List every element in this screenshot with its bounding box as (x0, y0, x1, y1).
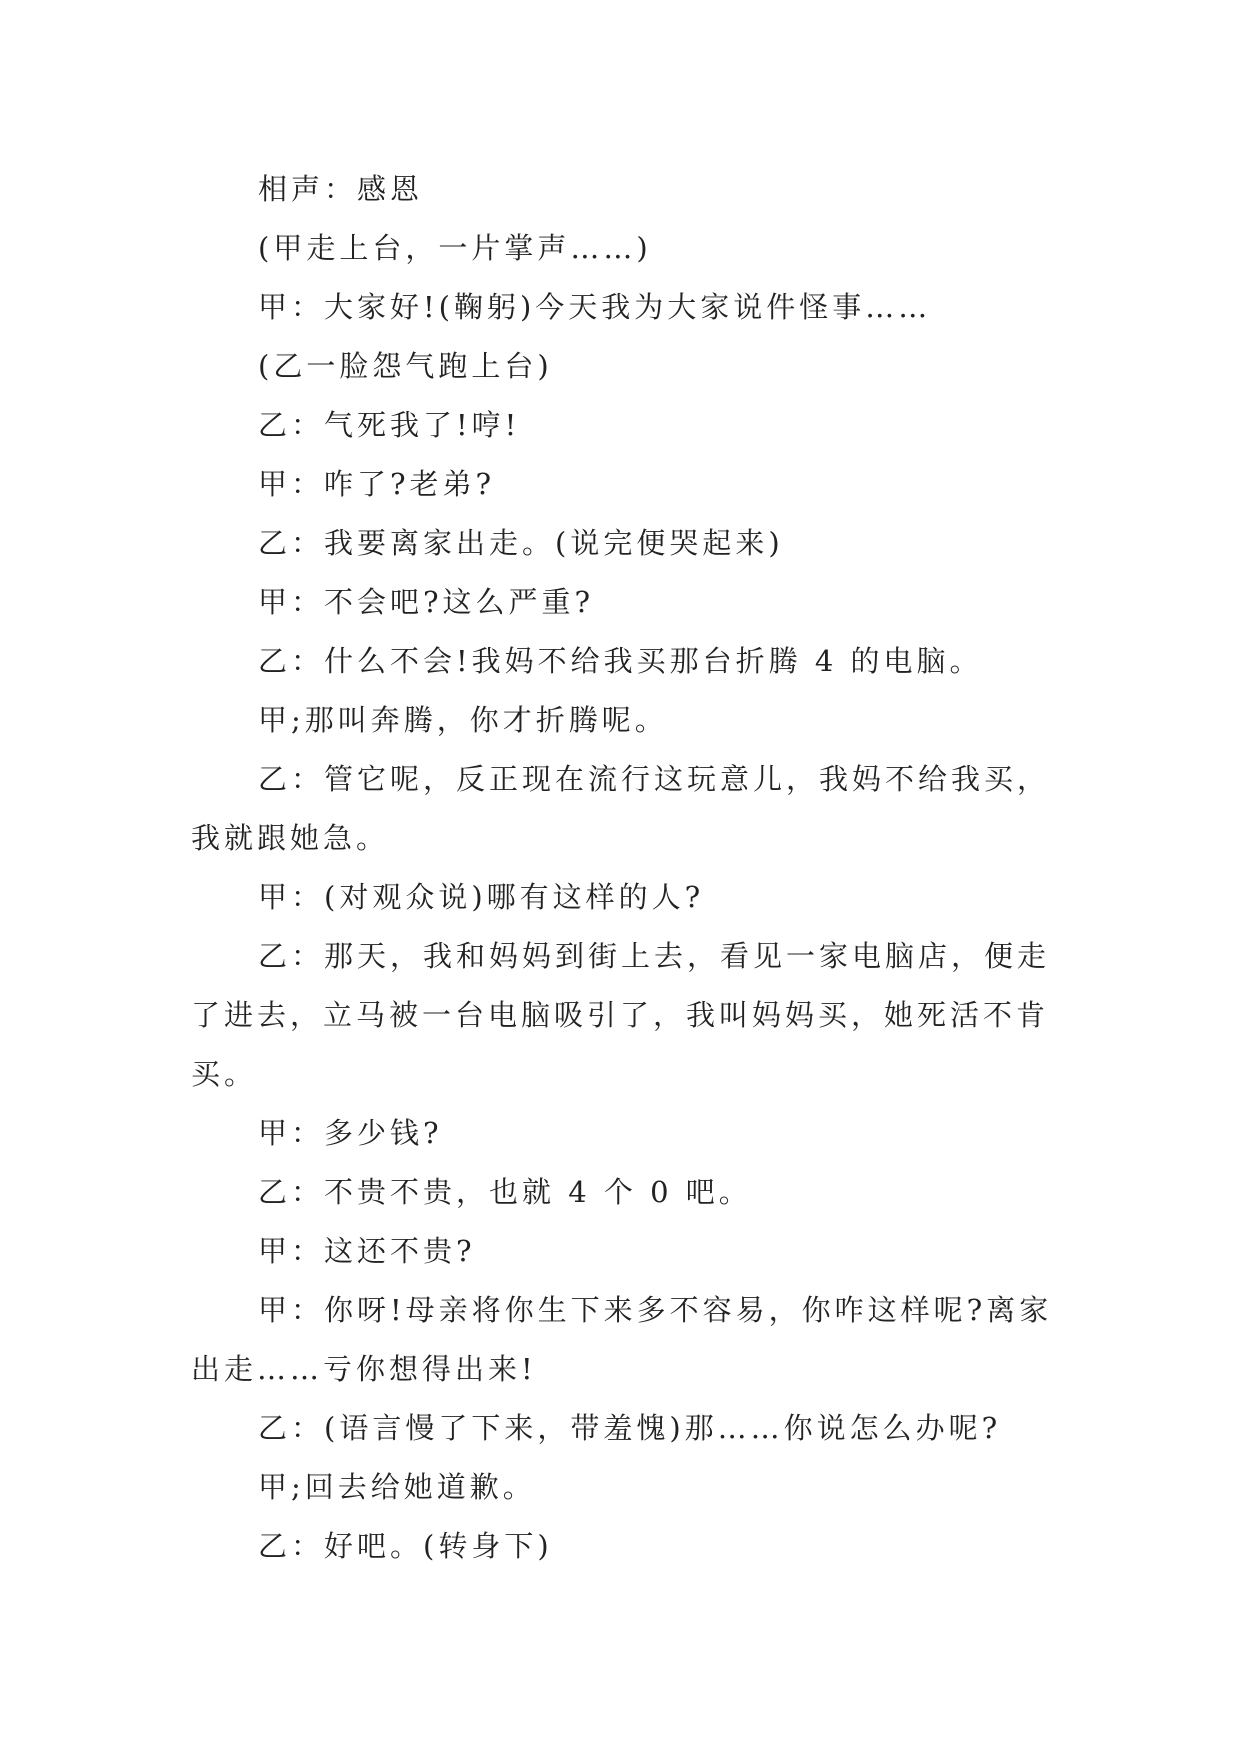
dialogue-line: 甲：大家好!(鞠躬)今天我为大家说件怪事…… (258, 290, 932, 324)
dialogue-line: 甲;那叫奔腾，你才折腾呢。 (258, 703, 668, 737)
dialogue-line: 甲：不会吧?这么严重? (258, 585, 595, 619)
document-body (191, 160, 1061, 1576)
dialogue-line: 乙：我要离家出走。(说完便哭起来) (258, 526, 784, 560)
dialogue-line: 乙：不贵不贵，也就 4 个 0 吧。 (258, 1175, 752, 1209)
stage-direction: (甲走上台，一片掌声……) (258, 231, 652, 265)
dialogue-line: 乙：管它呢，反正现在流行这玩意儿，我妈不给我买，我就跟她急。 (191, 762, 1051, 855)
document-title: 相声：感恩 (258, 172, 424, 206)
dialogue-line: 乙：那天，我和妈妈到街上去，看见一家电脑店，便走了进去，立马被一台电脑吸引了，我叫妈妈买，她死活不肯买。 (191, 939, 1051, 1091)
dialogue-line: 乙：什么不会!我妈不给我买那台折腾 4 的电脑。 (258, 644, 983, 678)
dialogue-line: 甲：你呀!母亲将你生下来多不容易，你咋这样呢?离家出走……亏你想得出来! (191, 1293, 1053, 1386)
dialogue-line: 甲：咋了?老弟? (258, 467, 496, 501)
dialogue-line: 乙：气死我了!哼! (258, 408, 521, 442)
stage-direction: (乙一脸怨气跑上台) (258, 349, 553, 383)
dialogue-line: 乙：(语言慢了下来，带羞愧)那……你说怎么办呢? (258, 1411, 1002, 1445)
dialogue-line: 甲：多少钱? (258, 1116, 443, 1150)
dialogue-line: 甲：(对观众说)哪有这样的人? (258, 880, 705, 914)
dialogue-line: 甲;回去给她道歉。 (258, 1470, 536, 1504)
dialogue-line: 甲：这还不贵? (258, 1234, 476, 1268)
dialogue-line: 乙：好吧。(转身下) (258, 1529, 553, 1563)
